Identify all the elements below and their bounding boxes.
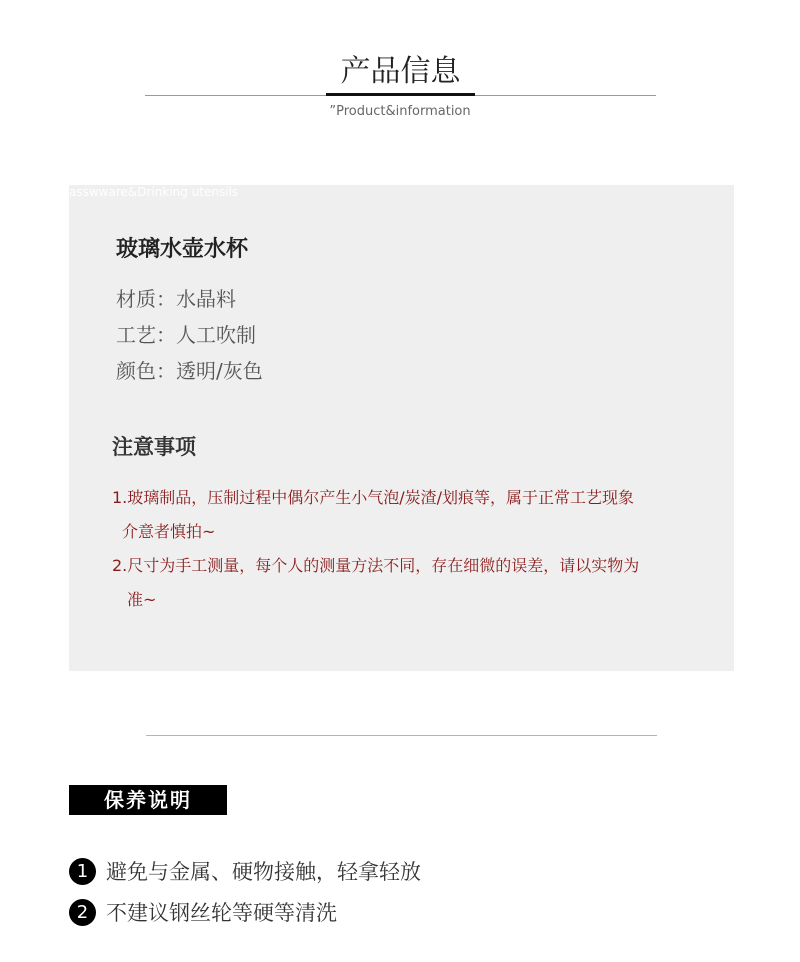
care-item — [69, 857, 421, 885]
care-item — [69, 898, 337, 926]
notes-title: 注意事项 — [112, 435, 196, 459]
product-info-panel — [69, 185, 734, 671]
note-line-continued: 准~ — [127, 590, 157, 609]
watermark-text: asswware&Drinking utensils — [69, 185, 239, 199]
notes-list — [112, 481, 712, 617]
note-line-continued: 介意者慎拍~ — [122, 522, 216, 541]
page-subtitle: ”Product&information — [329, 104, 471, 119]
section-header — [0, 0, 800, 140]
care-section-title: 保养说明 — [69, 785, 227, 815]
note-item — [112, 481, 712, 549]
note-line: 1.玻璃制品，压制过程中偶尔产生小气泡/炭渣/划痕等，属于正常工艺现象 — [112, 488, 635, 507]
product-attributes — [116, 281, 263, 389]
care-item-text: 避免与金属、硬物接触，轻拿轻放 — [106, 860, 421, 884]
care-item-text: 不建议钢丝轮等硬等清洗 — [106, 901, 337, 925]
attribute-color: 颜色：透明/灰色 — [116, 359, 263, 383]
number-badge-icon: 1 — [69, 858, 96, 885]
attribute-material: 材质：水晶料 — [116, 287, 236, 311]
product-name: 玻璃水壶水杯 — [116, 237, 249, 262]
note-item — [112, 549, 712, 617]
attribute-craft: 工艺：人工吹制 — [116, 323, 256, 347]
section-divider — [146, 735, 657, 736]
note-line: 2.尺寸为手工测量，每个人的测量方法不同，存在细微的误差，请以实物为 — [112, 556, 640, 575]
number-badge-icon: 2 — [69, 899, 96, 926]
page-title: 产品信息 — [326, 52, 475, 96]
